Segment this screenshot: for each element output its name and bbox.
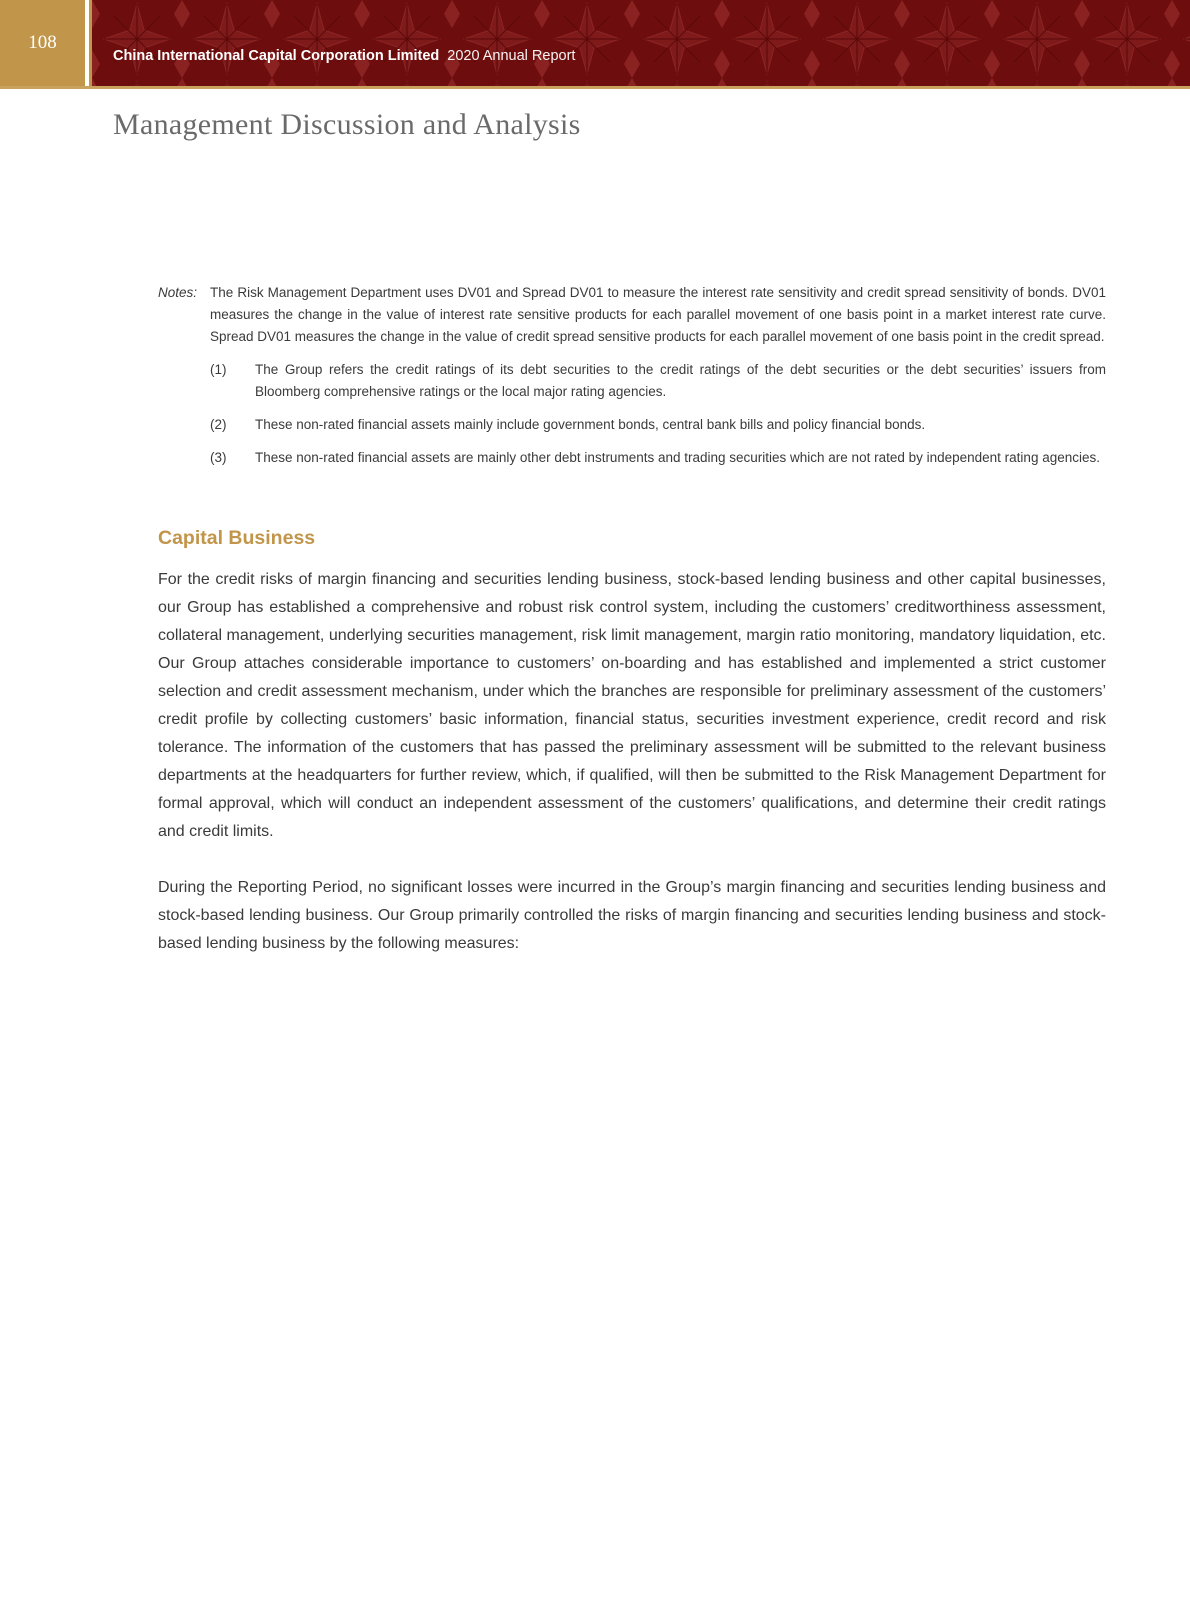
note-number: (2) (210, 417, 227, 432)
report-name: 2020 Annual Report (447, 48, 576, 64)
note-item (158, 447, 1106, 469)
notes-intro: The Risk Management Department uses DV01 and Spread DV01 to measure the interest rate sensitivity and credit spread sensitivity of bonds. DV01 measures the change in the value of interest rate sensitive products for each parallel movement of one basis point in a market interest rate curve. Spread DV01 measures the change in the value of credit spread sensitive products for each parallel movement of one basis point in the credit spread. (210, 285, 1106, 344)
page-header (0, 0, 1190, 90)
header-banner (92, 0, 1190, 86)
notes-label: Notes: (158, 285, 198, 300)
note-text: The Group refers the credit ratings of its debt securities to the credit ratings of the debt securities or the debt securities’ issuers from Bloomberg comprehensive ratings or the local major rating agencies. (255, 362, 1106, 399)
section-heading: Capital Business (158, 527, 316, 549)
note-number: (3) (210, 450, 227, 465)
note-number: (1) (210, 362, 227, 377)
body-paragraph: For the credit risks of margin financing and securities lending business, stock-based lending business and other capital businesses, our Group has established a comprehensive and robust risk control system, including the customers’ creditworthiness assessment, collateral management, underlying securities management, risk limit management, margin ratio monitoring, mandatory liquidation, etc. Our Group attaches considerable importance to customers’ on-boarding and has established and implemented a strict customer selection and credit assessment mechanism, under which the branches are responsible for preliminary assessment of the customers’ credit profile by collecting customers’ basic information, financial status, securities investment experience, credit record and risk tolerance. The information of the customers that has passed the preliminary assessment will be submitted to the relevant business departments at the headquarters for further review, which, if qualified, will then be submitted to the Risk Management Department for formal approval, which will conduct an independent assessment of the customers’ qualifications, and determine their credit ratings and credit limits. (158, 571, 1106, 840)
company-name: China International Capital Corporation Limited (113, 48, 440, 64)
header-title (113, 48, 575, 64)
note-item (158, 414, 1106, 436)
banner-pattern (92, 0, 1190, 86)
notes-block (158, 282, 1106, 469)
note-text: These non-rated financial assets mainly include government bonds, central bank bills and policy financial bonds. (255, 417, 926, 432)
body-paragraph: During the Reporting Period, no significant losses were incurred in the Group’s margin financing and securities lending business and stock-based lending business. Our Group primarily controlled the risks of margin financing and securities lending business and stock-based lending business by the following measures: (158, 879, 1106, 952)
header-rule (0, 86, 1190, 89)
page-title: Management Discussion and Analysis (113, 108, 581, 141)
page-number: 108 (0, 0, 85, 86)
note-item (158, 359, 1106, 403)
note-text: These non-rated financial assets are mainly other debt instruments and trading securities which are not rated by independent rating agencies. (255, 450, 1100, 465)
